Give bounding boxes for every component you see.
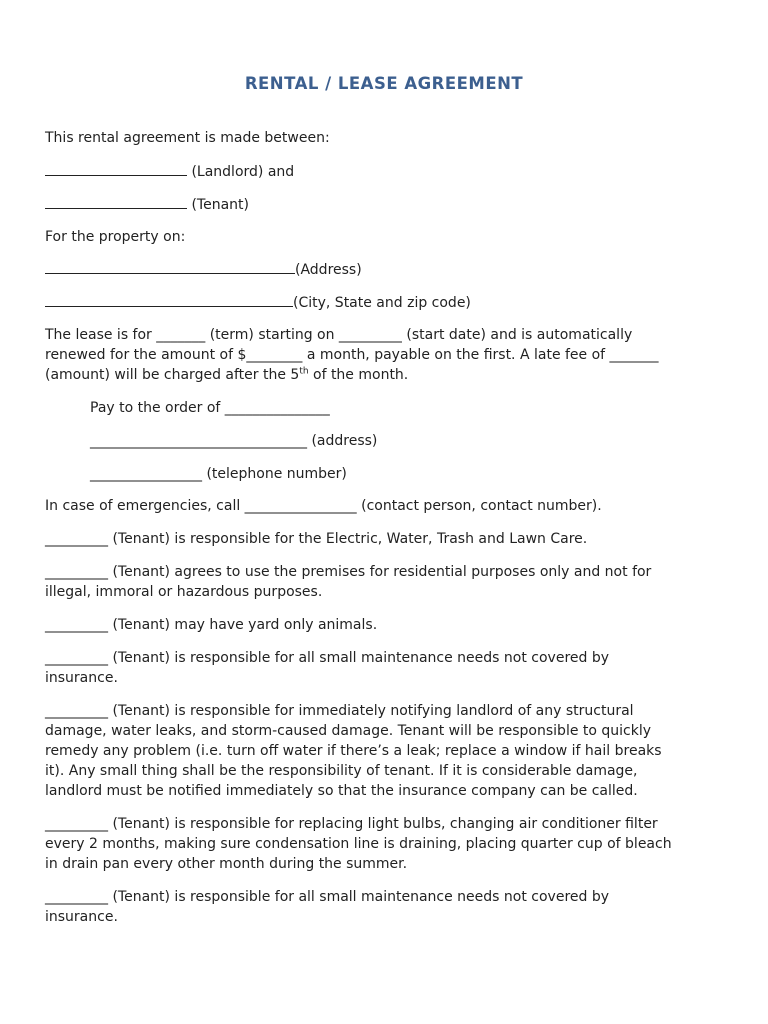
clause-3 bbox=[45, 615, 730, 635]
lease-line-3-text: (amount) will be charged after the 5 bbox=[45, 367, 300, 383]
ordinal-suffix: th bbox=[299, 366, 309, 377]
clause-4 bbox=[45, 648, 730, 688]
property-intro-text: For the property on: bbox=[45, 229, 186, 245]
tenant-label: (Tenant) bbox=[191, 197, 249, 213]
pay-address-line: _______________________________ (address) bbox=[90, 433, 378, 449]
clause-line: _________ (Tenant) is responsible for all small maintenance needs not covered by bbox=[45, 650, 610, 666]
lease-line-2: renewed for the amount of $________ a month, payable on the first. A late fee of _______ bbox=[45, 347, 659, 363]
address-line bbox=[45, 259, 362, 280]
clause-line: remedy any problem (i.e. turn off water if there’s a leak; replace a window if hail breaks bbox=[45, 743, 662, 759]
clause-5 bbox=[45, 701, 730, 801]
lease-line-3 bbox=[45, 365, 730, 385]
clause-1 bbox=[45, 529, 730, 549]
tenant-name-blank[interactable] bbox=[45, 194, 187, 209]
landlord-line bbox=[45, 161, 294, 182]
pay-to-line: Pay to the order of _______________ bbox=[90, 400, 330, 416]
lease-line-1: The lease is for _______ (term) starting on _________ (start date) and is automatically bbox=[45, 327, 633, 343]
tenant-line bbox=[45, 194, 249, 215]
lease-terms-paragraph bbox=[45, 325, 730, 385]
clause-line: damage, water leaks, and storm-caused damage. Tenant will be responsible to quickly bbox=[45, 723, 652, 739]
clause-line: insurance. bbox=[45, 909, 118, 925]
clause-line: _________ (Tenant) is responsible for all small maintenance needs not covered by bbox=[45, 889, 610, 905]
clause-line: _________ (Tenant) is responsible for the Electric, Water, Trash and Lawn Care. bbox=[45, 531, 588, 547]
landlord-label: (Landlord) and bbox=[191, 164, 295, 180]
clause-line: _________ (Tenant) agrees to use the premises for residential purposes only and not for bbox=[45, 564, 652, 580]
clause-line: _________ (Tenant) may have yard only animals. bbox=[45, 617, 378, 633]
clause-line: in drain pan every other month during the summer. bbox=[45, 856, 408, 872]
city-label: (City, State and zip code) bbox=[293, 295, 471, 311]
clause-line: _________ (Tenant) is responsible for replacing light bulbs, changing air conditioner filter bbox=[45, 816, 658, 832]
pay-phone-line: ________________ (telephone number) bbox=[90, 466, 347, 482]
clause-line: it). Any small thing shall be the responsibility of tenant. If it is considerable damage, bbox=[45, 763, 638, 779]
clause-2 bbox=[45, 562, 730, 602]
clause-line: _________ (Tenant) is responsible for immediately notifying landlord of any structural bbox=[45, 703, 634, 719]
clause-line: landlord must be notified immediately so that the insurance company can be called. bbox=[45, 783, 638, 799]
clause-6 bbox=[45, 814, 730, 874]
clause-line: illegal, immoral or hazardous purposes. bbox=[45, 584, 323, 600]
emergency-line: In case of emergencies, call ________________ (contact person, contact number). bbox=[45, 498, 602, 514]
landlord-name-blank[interactable] bbox=[45, 161, 187, 176]
lease-line-3-end: of the month. bbox=[308, 367, 409, 383]
city-blank[interactable] bbox=[45, 292, 293, 307]
clause-line: every 2 months, making sure condensation line is draining, placing quarter cup of bleach bbox=[45, 836, 672, 852]
address-blank[interactable] bbox=[45, 259, 295, 274]
document-title: RENTAL / LEASE AGREEMENT bbox=[244, 74, 524, 93]
clause-line: insurance. bbox=[45, 670, 118, 686]
city-line bbox=[45, 292, 471, 313]
intro-text: This rental agreement is made between: bbox=[45, 130, 330, 146]
clause-7 bbox=[45, 887, 730, 927]
address-label: (Address) bbox=[295, 262, 362, 278]
